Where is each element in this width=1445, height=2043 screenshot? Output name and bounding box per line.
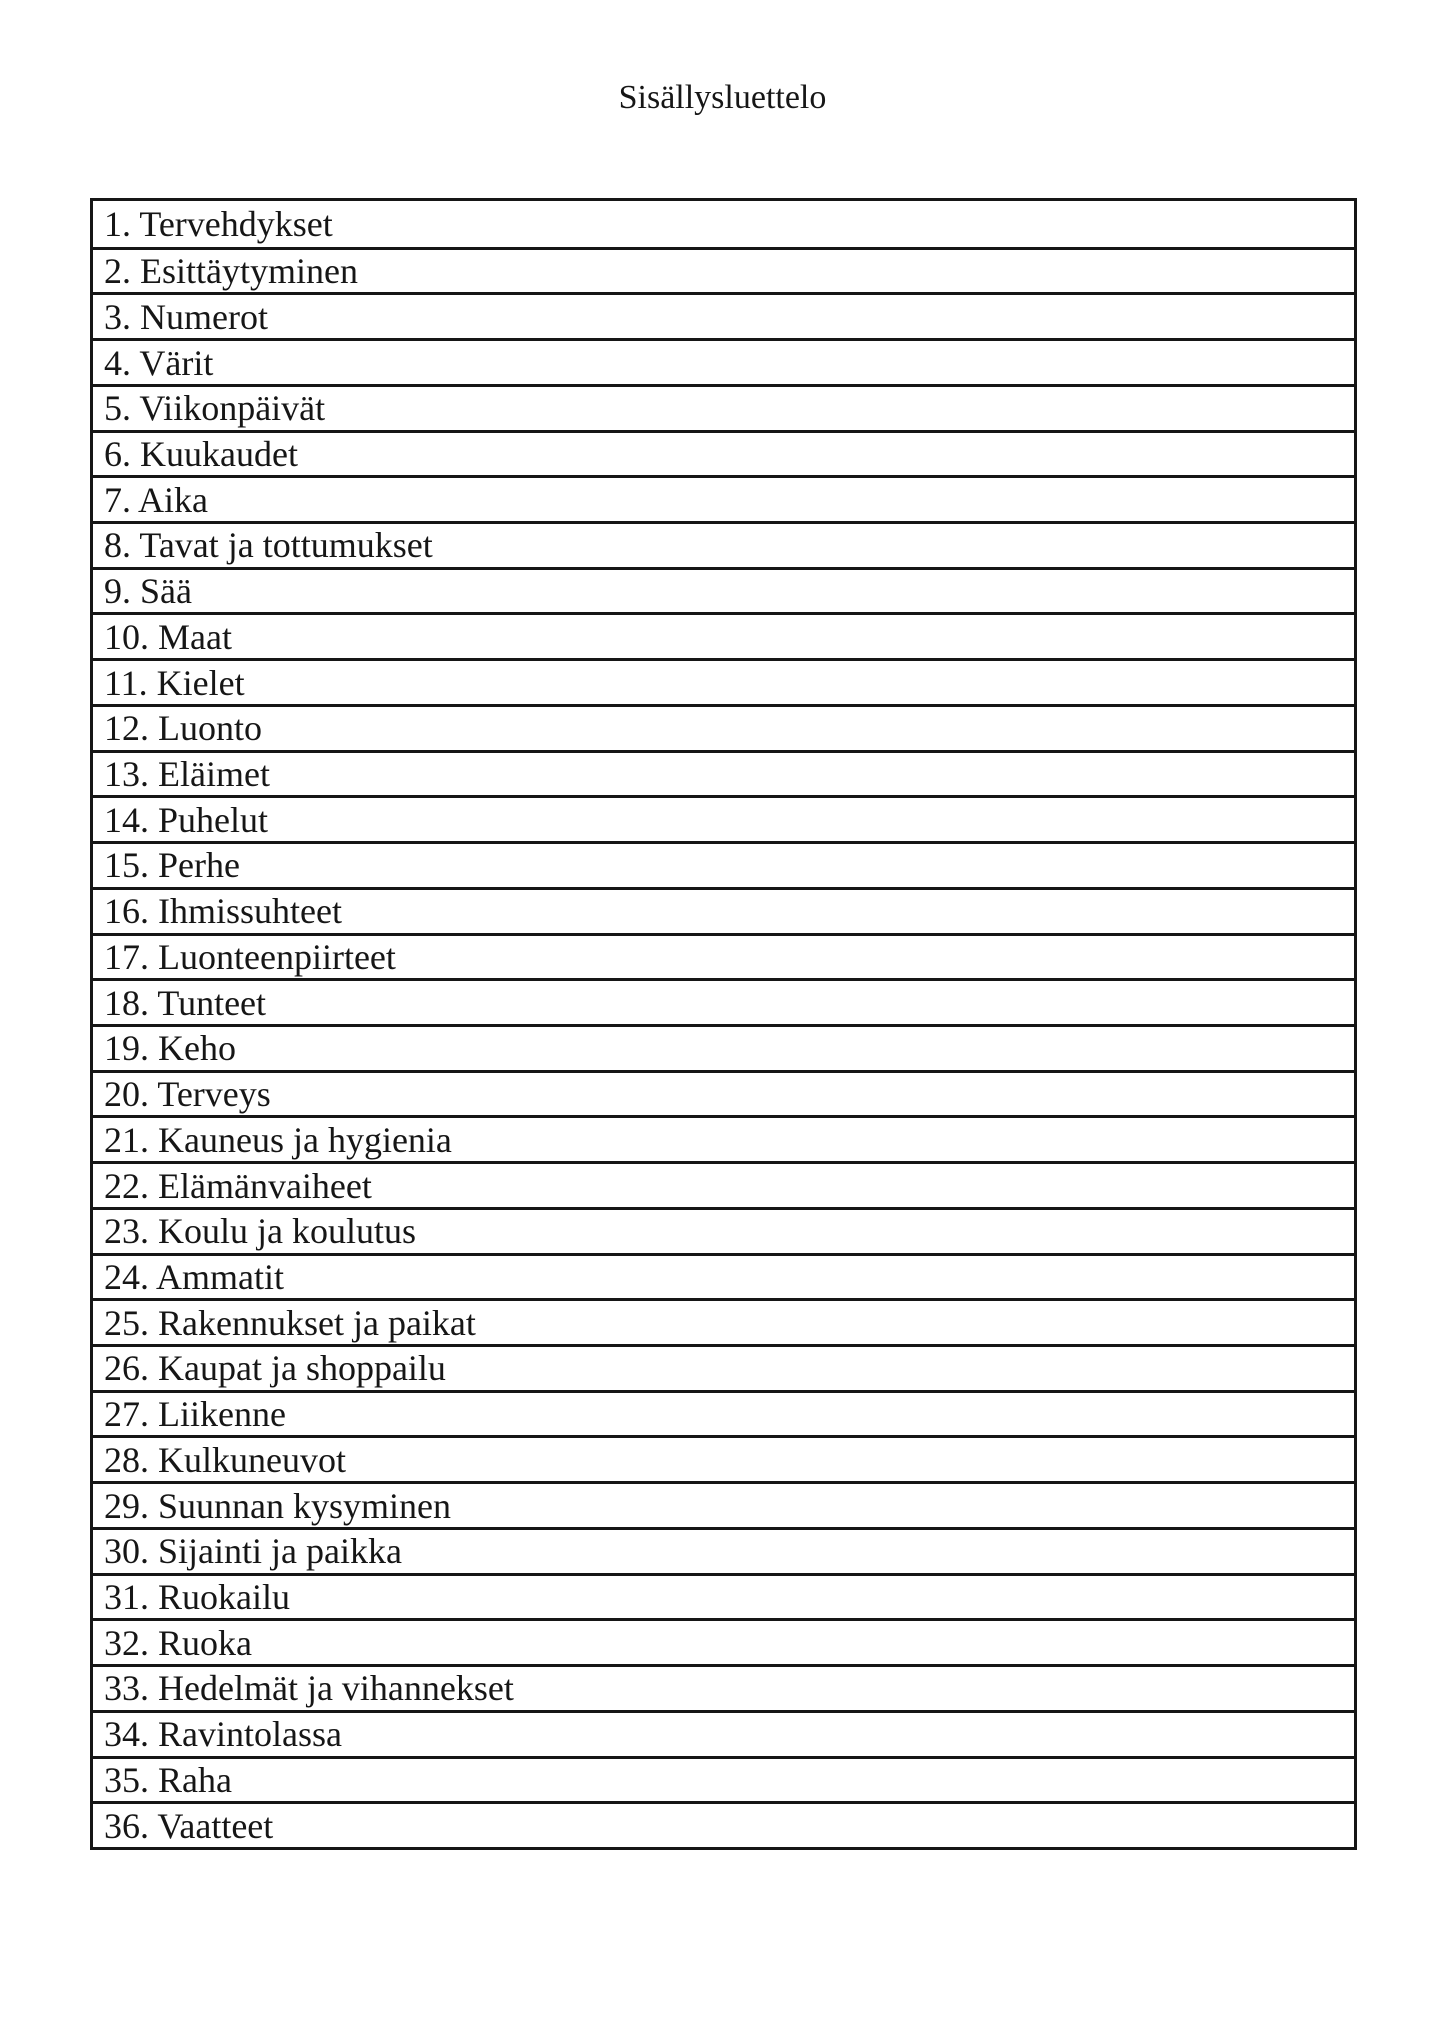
toc-row <box>93 1070 1354 1116</box>
toc-entry-text: 16. Ihmissuhteet <box>104 891 342 932</box>
toc-row <box>93 1618 1354 1664</box>
toc-row <box>93 612 1354 658</box>
toc-entry-text: 6. Kuukaudet <box>104 433 298 474</box>
toc-entry-text: 21. Kauneus ja hygienia <box>104 1119 452 1160</box>
toc-row <box>93 430 1354 476</box>
toc-entry-text: 25. Rakennukset ja paikat <box>104 1302 476 1343</box>
toc-entry-text: 3. Numerot <box>104 296 268 337</box>
toc-row <box>93 1573 1354 1619</box>
toc-row <box>93 978 1354 1024</box>
toc-entry-text: 31. Ruokailu <box>104 1577 290 1618</box>
toc-entry-text: 24. Ammatit <box>104 1256 284 1297</box>
toc-entry-text: 11. Kielet <box>104 662 245 703</box>
toc-entry-text: 4. Värit <box>104 342 214 383</box>
toc-entry-text: 14. Puhelut <box>104 799 269 840</box>
toc-entry-text: 26. Kaupat ja shoppailu <box>104 1348 446 1389</box>
toc-row <box>93 567 1354 613</box>
toc-entry-text: 33. Hedelmät ja vihannekset <box>104 1668 514 1709</box>
toc-entry-text: 28. Kulkuneuvot <box>104 1439 346 1480</box>
toc-row <box>93 384 1354 430</box>
toc-row <box>93 521 1354 567</box>
toc-entry-text: 8. Tavat ja tottumukset <box>104 525 433 566</box>
page-title: Sisällysluettelo <box>618 79 827 116</box>
toc-entry-text: 30. Sijainti ja paikka <box>104 1531 402 1572</box>
toc-row <box>93 658 1354 704</box>
toc-row <box>93 201 1354 247</box>
toc-row <box>93 292 1354 338</box>
toc-entry-text: 1. Tervehdykset <box>104 203 333 244</box>
toc-row <box>93 933 1354 979</box>
toc-row <box>93 1710 1354 1756</box>
toc-row <box>93 1435 1354 1481</box>
toc-row <box>93 1298 1354 1344</box>
toc-row <box>93 1481 1354 1527</box>
toc-row <box>93 475 1354 521</box>
toc-entry-text: 34. Ravintolassa <box>104 1714 342 1755</box>
toc-row <box>93 887 1354 933</box>
toc-entry-text: 23. Koulu ja koulutus <box>104 1211 416 1252</box>
toc-row <box>93 1801 1354 1847</box>
toc-entry-text: 36. Vaatteet <box>104 1805 274 1846</box>
toc-row <box>93 841 1354 887</box>
toc-entry-text: 17. Luonteenpiirteet <box>104 936 396 977</box>
toc-row <box>93 750 1354 796</box>
toc-entry-text: 18. Tunteet <box>104 982 267 1023</box>
toc-entry-text: 29. Suunnan kysyminen <box>104 1485 451 1526</box>
toc-row <box>93 795 1354 841</box>
toc-row <box>93 1253 1354 1299</box>
toc-entry-text: 7. Aika <box>104 479 208 520</box>
toc-row <box>93 1527 1354 1573</box>
toc-row <box>93 1344 1354 1390</box>
toc-entry-text: 5. Viikonpäivät <box>104 388 326 429</box>
toc-row <box>93 1664 1354 1710</box>
toc-entry-text: 27. Liikenne <box>104 1394 286 1435</box>
toc-entry-text: 10. Maat <box>104 616 232 657</box>
toc-row <box>93 1024 1354 1070</box>
toc-row <box>93 1390 1354 1436</box>
toc-entry-text: 2. Esittäytyminen <box>104 251 358 292</box>
toc-entry-text: 9. Sää <box>104 571 192 612</box>
toc-entry-text: 32. Ruoka <box>104 1622 252 1663</box>
toc-row <box>93 338 1354 384</box>
toc-entry-text: 12. Luonto <box>104 708 262 749</box>
toc-entry-text: 19. Keho <box>104 1028 236 1069</box>
toc-row <box>93 1756 1354 1802</box>
toc-row <box>93 1207 1354 1253</box>
toc-entry-text: 15. Perhe <box>104 845 240 886</box>
table-of-contents <box>90 198 1357 1850</box>
toc-entry-text: 35. Raha <box>104 1759 232 1800</box>
toc-row <box>93 1161 1354 1207</box>
toc-entry-text: 13. Eläimet <box>104 754 270 795</box>
toc-entry-text: 22. Elämänvaiheet <box>104 1165 372 1206</box>
toc-entry-text: 20. Terveys <box>104 1074 271 1115</box>
toc-row <box>93 1115 1354 1161</box>
toc-row <box>93 704 1354 750</box>
toc-row <box>93 247 1354 293</box>
